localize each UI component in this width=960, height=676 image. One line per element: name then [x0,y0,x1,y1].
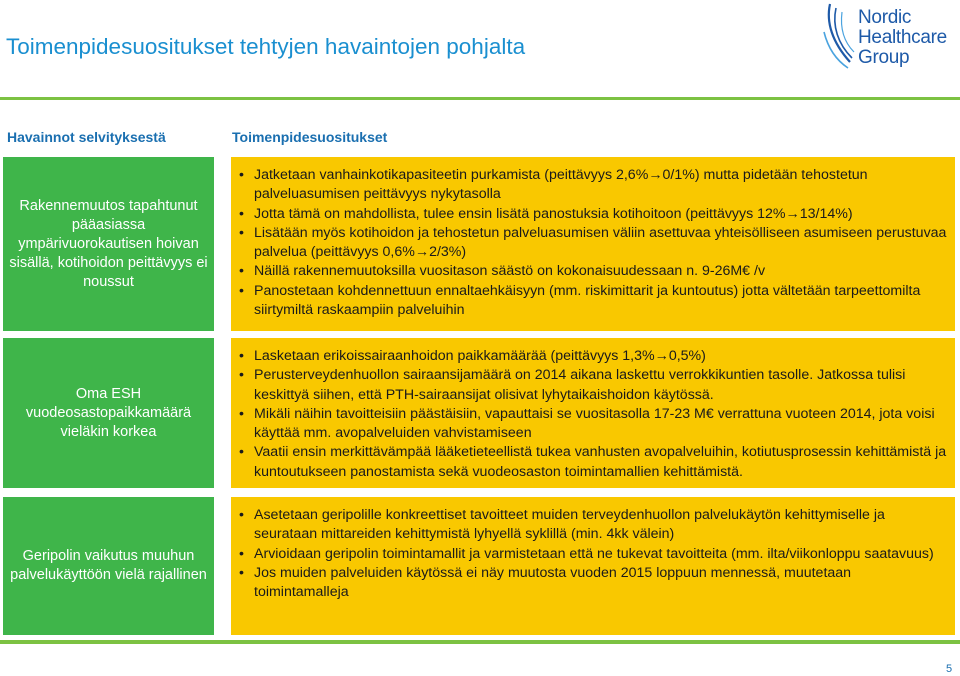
page-number: 5 [946,663,953,675]
recommendation-list [239,506,947,602]
column-header-findings: Havainnot selvityksestä [7,129,166,145]
recommendation-item: • Jos muiden palveluiden käytössä ei näy muutosta vuoden 2015 loppuun mennessä, muutetaan toimintamalleja [239,564,947,603]
recommendation-list [239,347,947,482]
recommendation-box [231,497,955,635]
recommendation-item: • Vaatii ensin merkittävämpää lääketieteellistä tukea vanhusten avopalveluihin, kotiutusprosessin kehittämistä ja kuntoutukseen panostamista sekä vuodeosaston toimintamallien kehittämistä. [239,443,947,482]
finding-box [3,157,214,331]
recommendation-item: • Mikäli näihin tavoitteisiin päästäisiin, vapauttaisi se vuositasolla 17-23 M€ verrattuna vuoteen 2014, jota voisi käyttää mm. avopalveluiden vahvistamiseen [239,405,947,444]
finding-box [3,338,214,488]
recommendation-item: • Asetetaan geripolille konkreettiset tavoitteet muiden terveydenhuollon palvelukäytön kehittymiselle ja seurataan mittareiden kehittymistä lyhyellä syklillä (min. 4kk välein) [239,506,947,545]
bottom-divider [0,640,960,644]
finding-box [3,497,214,635]
recommendation-list [239,166,947,320]
recommendation-item: • Lasketaan erikoissairaanhoidon paikkamäärää (peittävyys 1,3%→0,5%) [239,347,947,366]
logo-line: Group [858,47,910,68]
page-title: Toimenpidesuositukset tehtyjen havaintojen pohjalta [6,34,526,59]
top-divider [0,97,960,100]
finding-text: Geripolin vaikutus muuhun palvelukäyttöön vielä rajallinen [10,548,207,583]
logo-wordmark [858,8,947,68]
recommendation-item: • Näillä rakennemuutoksilla vuositason säästö on kokonaisuudessaan n. 9-26M€ /v [239,262,947,281]
recommendation-box [231,157,955,331]
finding-text: Rakennemuutos tapahtunut pääasiassa ympärivuorokautisen hoivan sisällä, kotihoidon peittävyys ei noussut [9,197,208,290]
recommendation-item: • Jotta tämä on mahdollista, tulee ensin lisätä panostuksia kotihoitoon (peittävyys 12%→13/14%) [239,205,947,224]
recommendation-item: • Lisätään myös kotihoidon ja tehostetun palveluasumisen väliin asettuvaa yhteisölliseen asumiseen perustuvaa palvelua (peittävyys 0,6%→2/3%) [239,224,947,263]
recommendation-box [231,338,955,488]
recommendation-item: • Arvioidaan geripolin toimintamallit ja varmistetaan että ne tukevat tavoitteita (mm. ilta/viikonloppu saatavuus) [239,545,947,564]
recommendation-item: • Jatketaan vanhainkotikapasiteetin purkamista (peittävyys 2,6%→0/1%) mutta pidetään tehostetun palveluasumisen peittävyys nykytasolla [239,166,947,205]
recommendation-item: • Panostetaan kohdennettuun ennaltaehkäisyyn (mm. riskimittarit ja kuntoutus) jotta vältetään tarpeettomilta siirtymiltä raskaampiin palveluihin [239,282,947,321]
finding-text: Oma ESH vuodeosastopaikkamäärä vieläkin korkea [25,385,192,440]
logo-line: Healthcare [858,27,947,48]
column-header-recommendations: Toimenpidesuositukset [232,129,388,145]
recommendation-item: • Perusterveydenhuollon sairaansijamäärä on 2014 aikana laskettu verrokkikuntien tasolle. Jatkossa tulisi keskittyä siihen, että PTH-sairaansijat olisivat lyhytaikaishoidon käytössä. [239,366,947,405]
logo-line: Nordic [858,7,912,28]
leaf-logo-icon [822,2,862,76]
company-logo [822,2,958,76]
